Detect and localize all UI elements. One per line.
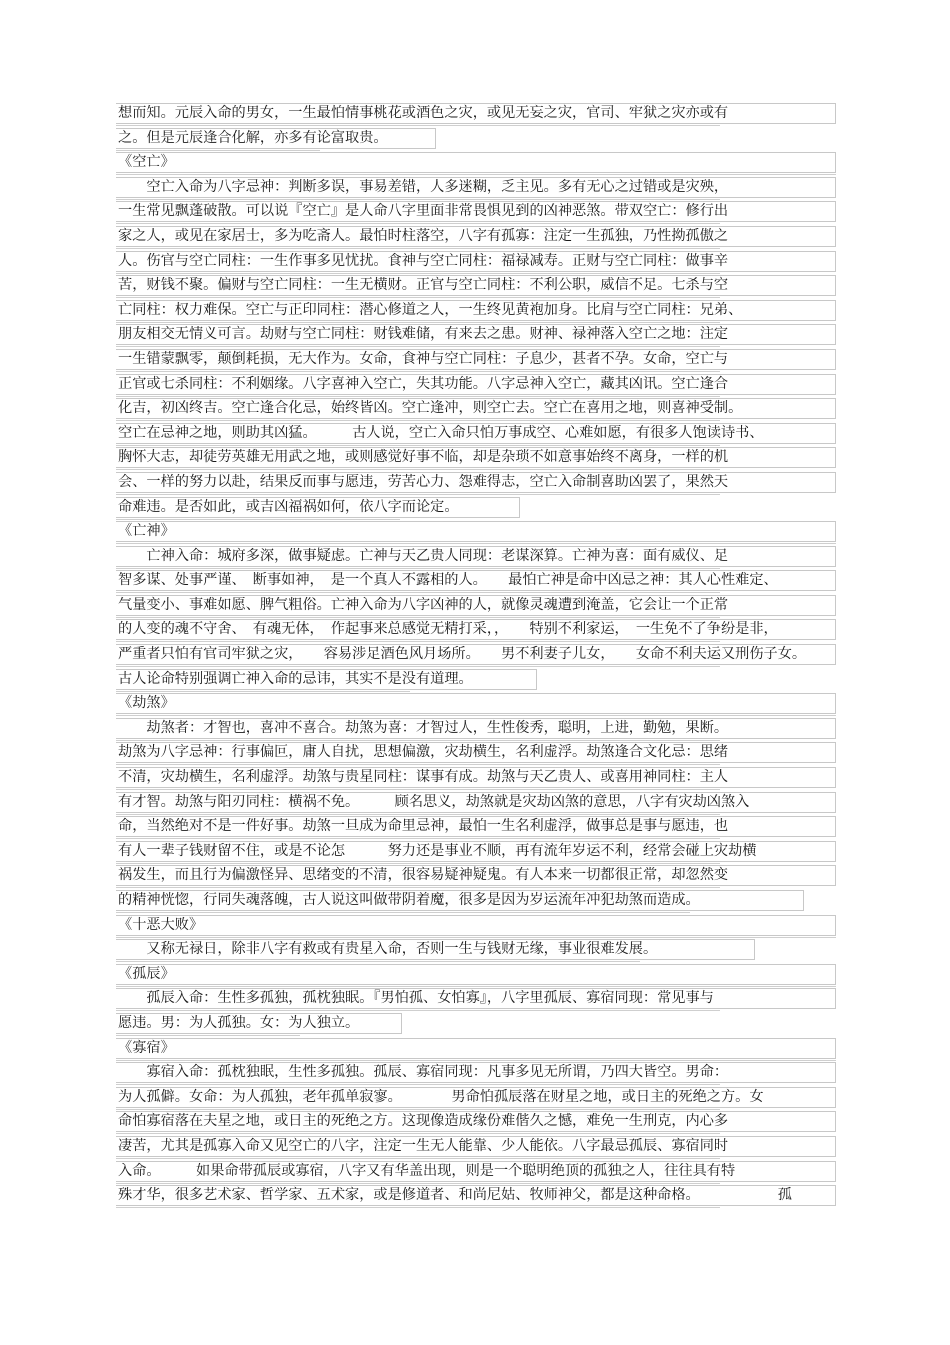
line-text: 劫煞为八字忌神：行事偏叵，庸人自扰，思想偏激，灾劫横生，名利虚浮。劫煞逢合文化忌：思绪 — [118, 744, 729, 761]
text-line — [0, 816, 950, 841]
line-rule — [116, 1183, 720, 1184]
line-rule — [116, 396, 720, 397]
line-rule — [116, 519, 400, 520]
text-line — [0, 300, 950, 325]
line-rule — [116, 420, 720, 421]
line-text: 愿违。男：为人孤独。女：为人独立。 — [118, 1014, 360, 1031]
line-rule — [116, 1010, 720, 1011]
line-text: 家之人，或见在家居士，多为吃斋人。最怕时柱落空，八字有孤寡：注定一生孤独，乃性拗孤傲之 — [118, 227, 729, 244]
line-rule — [116, 543, 836, 544]
line-text: 命难违。是否如此，或吉凶福祸如何，依八字而论定。 — [118, 498, 459, 515]
line-text: 胸怀大志，却徒劳英雄无用武之地，或则感觉好事不临，却是杂琐不如意事始终不离身，一样的机 — [118, 449, 729, 466]
heading-text: 《孤辰》 — [118, 965, 175, 982]
line-rule — [116, 1158, 720, 1159]
text-line — [0, 988, 950, 1013]
line-text: 入命。 如果命带孤辰或寡宿，八字又有华盖出现，则是一个聪明绝顶的孤独之人，往往具有特 — [118, 1162, 736, 1179]
line-rule — [116, 715, 836, 716]
document-page — [0, 103, 950, 1210]
line-rule — [116, 838, 720, 839]
line-frame — [116, 693, 836, 714]
line-rule — [116, 740, 720, 741]
text-line — [0, 619, 950, 644]
line-rule — [116, 789, 720, 790]
text-line — [0, 324, 950, 349]
line-text: 寡宿入命：孤枕独眠，生性多孤独。孤辰、寡宿同现：凡事多见无所谓，乃四大皆空。男命： — [118, 1064, 729, 1081]
line-rule — [116, 1060, 836, 1061]
text-line — [0, 767, 950, 792]
line-text: 亡同柱：权力难保。空亡与正印同柱：潜心修道之人，一生终见黄袍加身。比肩与空亡同柱：兄弟、 — [118, 301, 743, 318]
line-text: 亡神入命：城府多深，做事疑虑。亡神与天乙贵人同现：老谋深算。亡神为喜：面有威仪、足 — [118, 547, 729, 564]
line-rule — [116, 322, 720, 323]
line-rule — [116, 223, 720, 224]
section-heading — [0, 152, 950, 177]
text-line — [0, 103, 950, 128]
line-text: 凄苦，尤其是孤寡入命又见空亡的八字，注定一生无人能靠、少人能依。八字最忌孤辰、寡宿同时 — [118, 1137, 729, 1154]
heading-text: 《亡神》 — [118, 523, 175, 540]
line-rule — [116, 494, 720, 495]
line-text: 祸发生，而且行为偏激怪异、思绪变的不清，很容易疑神疑鬼。有人本来一切都很正常，却忽然变 — [118, 867, 729, 884]
line-text: 智多谋、处事严谨、 断事如神， 是一个真人不露相的人。 最怕亡神是命中凶忌之神：其人心性难定、 — [118, 572, 778, 589]
text-line — [0, 497, 950, 522]
line-rule — [116, 199, 720, 200]
line-text: 殊才华，很多艺术家、哲学家、五术家，或是修道者、和尚尼姑、牧师神父，都是这种命格。 孤 — [118, 1187, 792, 1204]
line-text: 正官或七杀同柱：不利姻缘。八字喜神入空亡，失其功能。八字忌神入空亡，藏其凶讯。空亡逢合 — [118, 375, 729, 392]
line-rule — [116, 1109, 720, 1110]
line-rule — [116, 764, 720, 765]
line-rule — [116, 814, 720, 815]
text-line — [0, 1136, 950, 1161]
text-line — [0, 374, 950, 399]
text-line — [0, 447, 950, 472]
line-text: 朋友相交无情义可言。劫财与空亡同柱：财钱难储，有来去之患。财神、禄神落入空亡之地：注定 — [118, 326, 729, 343]
text-line — [0, 349, 950, 374]
line-rule — [116, 986, 836, 987]
text-line — [0, 1185, 950, 1210]
line-rule — [116, 937, 836, 938]
line-text: 人。伤官与空亡同柱：一生作事多见忧扰。食神与空亡同柱：福禄减寿。正财与空亡同柱：做事辛 — [118, 252, 729, 269]
line-text: 有才智。劫煞与阳刃同柱：横祸不免。 顾名思义，劫煞就是灾劫凶煞的意思，八字有灾劫凶煞入 — [118, 793, 750, 810]
line-rule — [116, 1207, 720, 1208]
line-text: 气量变小、事难如愿、脾气粗俗。亡神入命为八字凶神的人，就像灵魂遭到淹盖，它会让一个正常 — [118, 596, 729, 613]
line-rule — [116, 150, 320, 151]
text-line — [0, 792, 950, 817]
heading-text: 《劫煞》 — [118, 695, 175, 712]
section-heading — [0, 915, 950, 940]
line-rule — [116, 248, 720, 249]
line-rule — [116, 568, 720, 569]
text-line — [0, 275, 950, 300]
text-line — [0, 423, 950, 448]
line-rule — [116, 1133, 720, 1134]
line-text: 孤辰入命：生性多孤独，孤枕独眠。『男怕孤、女怕寡』，八字里孤辰、寡宿同现：常见事与 — [118, 990, 714, 1007]
text-line — [0, 398, 950, 423]
line-rule — [116, 863, 720, 864]
line-text: 一生错蒙飘零，颠倒耗损，无大作为。女命，食神与空亡同柱：子息少，甚者不孕。女命，空亡与 — [118, 350, 729, 367]
section-heading — [0, 964, 950, 989]
line-rule — [116, 371, 720, 372]
text-line — [0, 890, 950, 915]
line-text: 严重者只怕有官司牢狱之灾， 容易涉足酒色风月场所。 男不利妻子儿女， 女命不利夫运又刑伤子女。 — [118, 646, 807, 663]
text-line — [0, 865, 950, 890]
line-frame — [116, 915, 836, 936]
line-text: 空亡入命为八字忌神：判断多误，事易差错，人多迷糊，乏主见。多有无心之过错或是灾殃， — [118, 178, 729, 195]
line-rule — [116, 174, 836, 175]
line-text: 的精神恍惚，行同失魂落魄，古人说这叫做带阴着魔，很多是因为岁运流年冲犯劫煞而造成。 — [118, 892, 700, 908]
line-text: 想而知。元辰入命的男女，一生最怕情事桃花或酒色之灾，或见无妄之灾，官司、牢狱之灾亦或有 — [118, 105, 729, 121]
text-line — [0, 742, 950, 767]
text-line — [0, 128, 950, 153]
line-text: 一生常见飘蓬破散。可以说『空亡』是人命八字里面非常畏惧见到的凶神恶煞。带双空亡：修行出 — [118, 203, 729, 220]
line-frame — [116, 152, 836, 173]
text-line — [0, 1111, 950, 1136]
text-line — [0, 472, 950, 497]
line-rule — [116, 617, 720, 618]
text-line — [0, 546, 950, 571]
text-line — [0, 570, 950, 595]
text-line — [0, 1062, 950, 1087]
text-line — [0, 201, 950, 226]
line-rule — [116, 346, 720, 347]
text-line — [0, 939, 950, 964]
line-frame — [116, 1038, 836, 1059]
line-rule — [116, 592, 720, 593]
text-line — [0, 251, 950, 276]
line-text: 有人一辈子钱财留不住，或是不论怎 努力还是事业不顺，再有流年岁运不利，经常会碰上灾劫横 — [118, 842, 757, 859]
text-line — [0, 177, 950, 202]
line-text: 不清，灾劫横生，名利虚浮。劫煞与贵星同柱：谋事有成。劫煞与天乙贵人、或喜用神同柱：主人 — [118, 769, 729, 786]
line-rule — [116, 666, 720, 667]
heading-text: 《空亡》 — [118, 154, 175, 171]
line-rule — [116, 961, 640, 962]
heading-text: 《十恶大败》 — [118, 916, 204, 933]
line-text: 命，当然绝对不是一件好事。劫煞一旦成为命里忌神，最怕一生名利虚浮，做事总是事与愿违，也 — [118, 818, 729, 835]
line-rule — [116, 887, 720, 888]
text-line — [0, 1013, 950, 1038]
section-heading — [0, 521, 950, 546]
text-line — [0, 669, 950, 694]
line-text: 劫煞者：才智也，喜冲不喜合。劫煞为喜：才智过人，生性俊秀，聪明，上进，勤勉，果断。 — [118, 719, 729, 736]
text-line — [0, 1161, 950, 1186]
heading-text: 《寡宿》 — [118, 1039, 175, 1056]
line-text: 苦，财钱不聚。偏财与空亡同柱：一生无横财。正官与空亡同柱：不利公职，威信不足。七杀与空 — [118, 277, 729, 294]
line-text: 为人孤僻。女命：为人孤独，老年孤单寂寥。 男命怕孤辰落在财星之地，或日主的死绝之方。女 — [118, 1088, 764, 1105]
line-rule — [116, 1035, 300, 1036]
line-rule — [116, 469, 720, 470]
text-line — [0, 841, 950, 866]
line-rule — [116, 691, 410, 692]
section-heading — [0, 693, 950, 718]
text-line — [0, 595, 950, 620]
line-text: 又称无禄日，除非八字有救或有贵星入命，否则一生与钱财无缘，事业很难发展。 — [118, 941, 658, 958]
text-line — [0, 718, 950, 743]
line-rule — [116, 445, 720, 446]
line-text: 化吉，初凶终吉。空亡逢合化忌，始终皆凶。空亡逢冲，则空亡去。空亡在喜用之地，则喜神受制。 — [118, 400, 743, 417]
line-rule — [116, 641, 720, 642]
line-rule — [116, 1084, 720, 1085]
text-line — [0, 226, 950, 251]
line-text: 命怕寡宿落在夫星之地，或日主的死绝之方。这现像造成缘份难偕久之憾，难免一生刑克，内心多 — [118, 1113, 729, 1130]
line-text: 古人论命特别强调亡神入命的忌讳，其实不是没有道理。 — [118, 670, 473, 687]
line-rule — [116, 297, 720, 298]
text-line — [0, 644, 950, 669]
line-text: 的人变的魂不守舍、 有魂无体， 作起事来总感觉无精打采，， 特别不利家运， 一生免不了争纷是非， — [118, 621, 778, 638]
text-line — [0, 1087, 950, 1112]
line-frame — [116, 521, 836, 542]
line-frame — [116, 964, 836, 985]
section-heading — [0, 1038, 950, 1063]
line-rule — [116, 273, 720, 274]
line-rule — [116, 125, 720, 126]
line-text: 空亡在忌神之地，则助其凶猛。 古人说，空亡入命只怕万事成空、心难如愿，有很多人饱读诗书、 — [118, 424, 764, 441]
line-text: 之。但是元辰逢合化解，亦多有论富取贵。 — [118, 129, 388, 146]
line-text: 会、一样的努力以赴，结果反而事与愿违，劳苦心力、怨难得志，空亡入命制喜助凶罢了，果然天 — [118, 473, 729, 490]
line-rule — [116, 912, 690, 913]
